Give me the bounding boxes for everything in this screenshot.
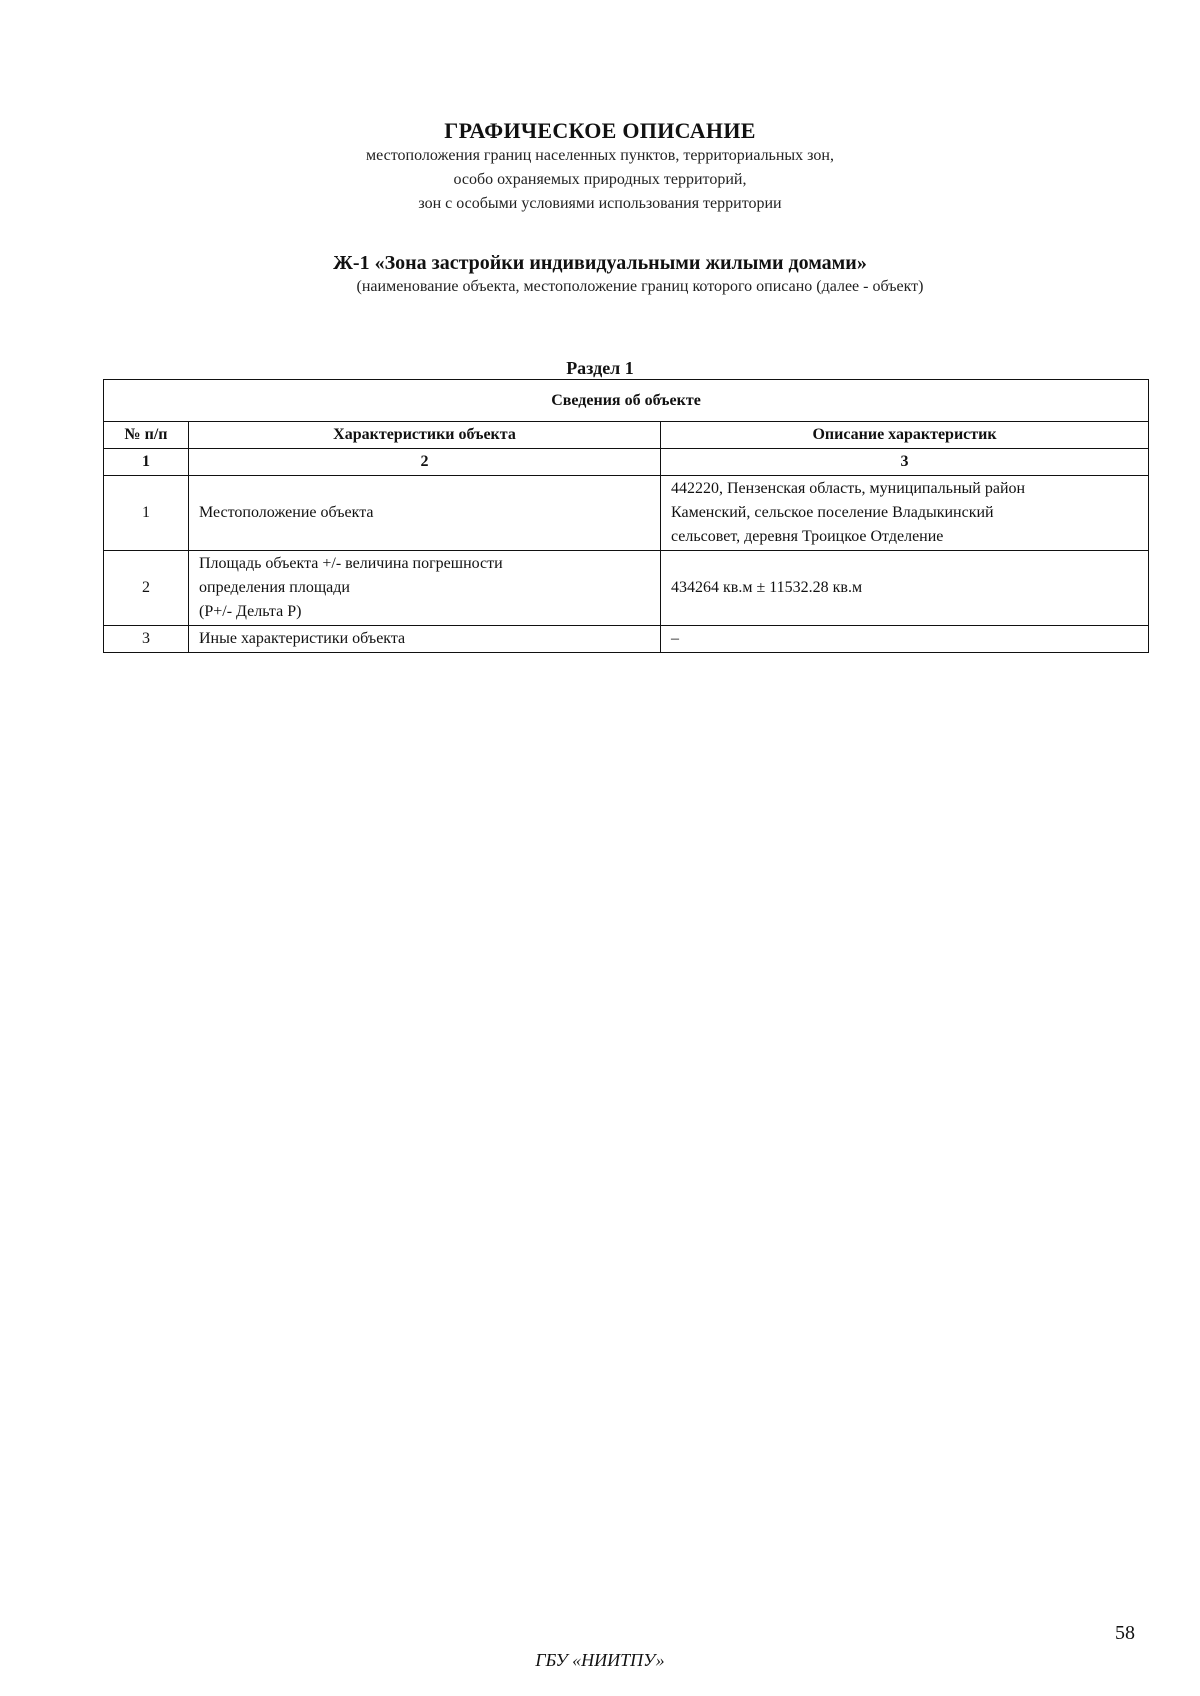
- object-name: Ж-1 «Зона застройки индивидуальными жилыми домами»: [333, 252, 867, 274]
- row-description: 434264 кв.м ± 11532.28 кв.м: [661, 551, 1149, 626]
- table-row: [104, 626, 1149, 653]
- document-header: [0, 118, 1200, 216]
- table-row: [104, 476, 1149, 551]
- document-title: ГРАФИЧЕСКОЕ ОПИСАНИЕ: [444, 118, 756, 143]
- footer-organization: ГБУ «НИИТПУ»: [535, 1650, 665, 1670]
- row-description: 442220, Пензенская область, муниципальный район Каменский, сельское поселение Владыкинский сельсовет, деревня Троицкое Отделение: [661, 476, 1149, 551]
- table-header-row: [104, 422, 1149, 449]
- object-block: [0, 250, 1200, 298]
- row-description: –: [661, 626, 1149, 653]
- page-number: 58: [1115, 1622, 1135, 1644]
- header-number: № п/п: [104, 422, 189, 449]
- table-row: [104, 551, 1149, 626]
- row-number: 2: [104, 551, 189, 626]
- row-number: 1: [104, 476, 189, 551]
- title-subline-1: местоположения границ населенных пунктов, территориальных зон,: [366, 147, 834, 164]
- table-caption: Сведения об объекте: [104, 380, 1149, 422]
- column-number-3: 3: [661, 449, 1149, 476]
- column-number-2: 2: [189, 449, 661, 476]
- header-characteristics: Характеристики объекта: [189, 422, 661, 449]
- title-subline-2: особо охраняемых природных территорий,: [453, 171, 747, 188]
- object-caption: (наименование объекта, местоположение границ которого описано (далее - объект): [356, 278, 924, 295]
- object-info-table: [103, 379, 1149, 653]
- table-column-number-row: [104, 449, 1149, 476]
- row-characteristic: Площадь объекта +/- величина погрешности определения площади (Р+/- Дельта Р): [189, 551, 661, 626]
- section-title: Раздел 1: [566, 358, 634, 378]
- row-number: 3: [104, 626, 189, 653]
- header-description: Описание характеристик: [661, 422, 1149, 449]
- title-subline-3: зон с особыми условиями использования территории: [418, 195, 782, 212]
- column-number-1: 1: [104, 449, 189, 476]
- row-characteristic: Иные характеристики объекта: [189, 626, 661, 653]
- row-characteristic: Местоположение объекта: [189, 476, 661, 551]
- table-caption-row: [104, 380, 1149, 422]
